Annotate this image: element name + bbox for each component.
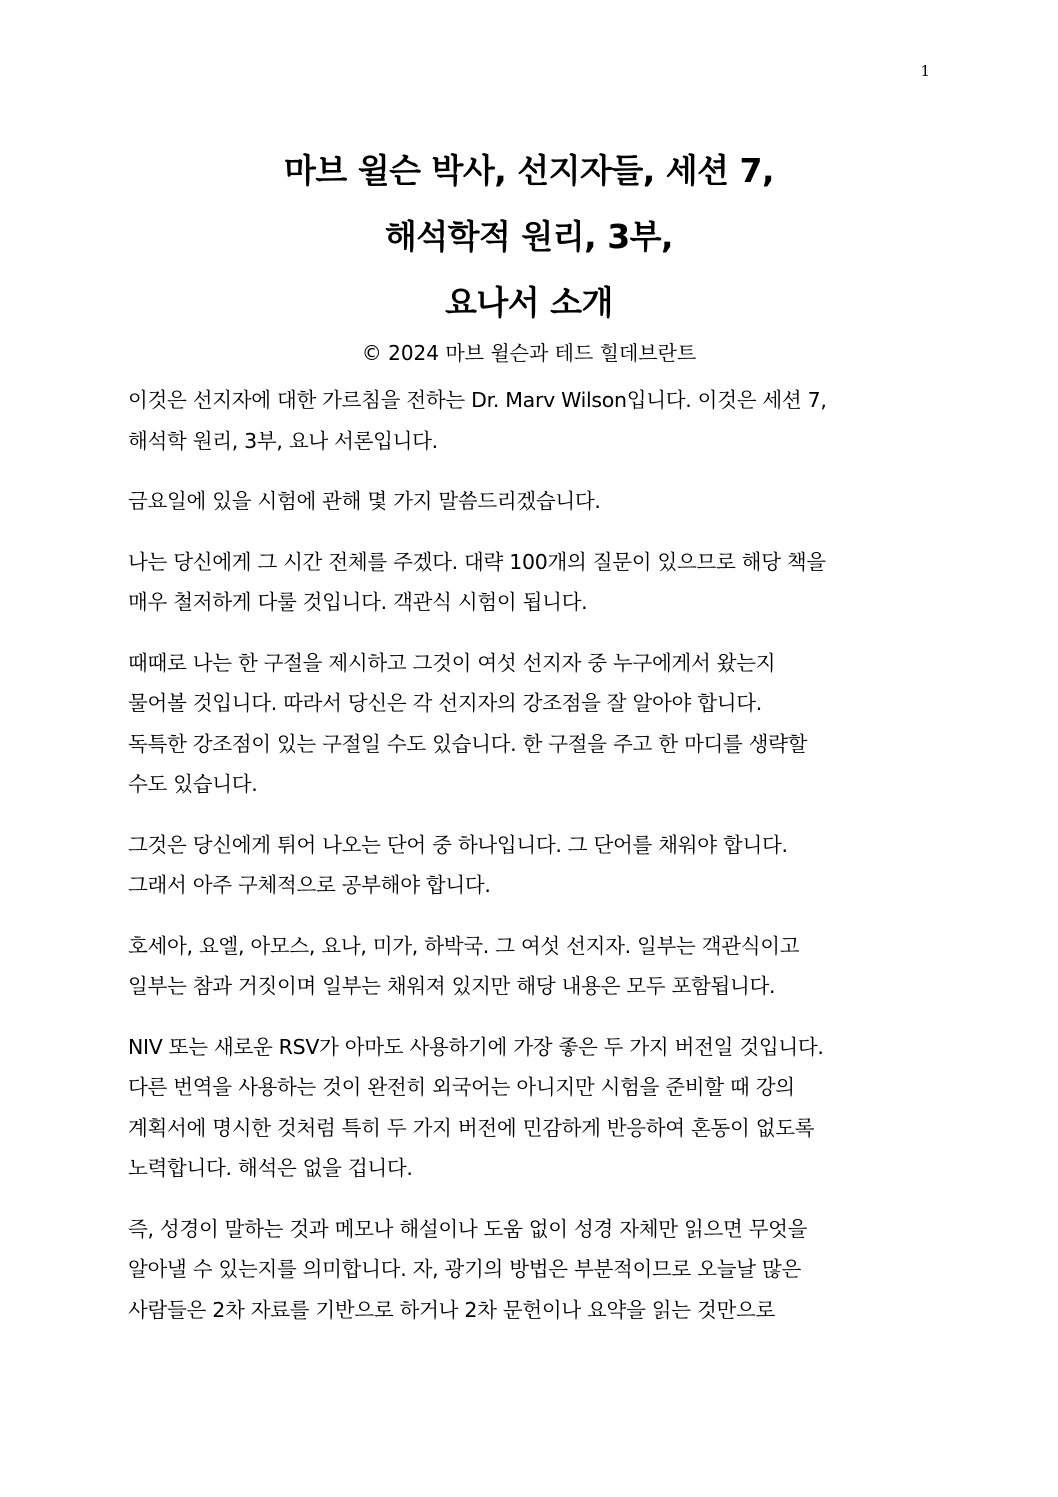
paragraph <box>128 1209 928 1331</box>
paragraph-line: 이것은 선지자에 대한 가르침을 전하는 Dr. Marv Wilson입니다. 이것은 세션 7, <box>128 388 827 412</box>
paragraph <box>128 825 928 906</box>
paragraph-line: 계획서에 명시한 것처럼 특히 두 가지 버전에 민감하게 반응하여 혼동이 없도록 <box>128 1115 815 1140</box>
paragraph <box>128 1027 928 1189</box>
paragraph-line: 일부는 참과 거짓이며 일부는 채워져 있지만 해당 내용은 모두 포함됩니다. <box>128 974 776 998</box>
paragraph-line: 때때로 나는 한 구절을 제시하고 그것이 여섯 선지자 중 누구에게서 왔는지 <box>128 650 776 675</box>
document-body <box>128 380 928 1350</box>
paragraph-line: 물어볼 것입니다. 따라서 당신은 각 선지자의 강조점을 잘 알아야 합니다. <box>128 691 762 715</box>
copyright-notice: © 2024 마브 윌슨과 테드 힐데브란트 <box>361 341 697 365</box>
paragraph-line: 다른 번역을 사용하는 것이 완전히 외국어는 아니지만 시험을 준비할 때 강의 <box>128 1075 795 1099</box>
paragraph <box>128 926 928 1007</box>
title-line-2: 해석학적 원리, 3부, <box>384 217 674 256</box>
paragraph-line: 그래서 아주 구체적으로 공부해야 합니다. <box>128 873 491 897</box>
paragraph-line: 나는 당신에게 그 시간 전체를 주겠다. 대략 100개의 질문이 있으므로 해당 책을 <box>128 549 826 574</box>
title-line-3: 요나서 소개 <box>445 283 613 322</box>
paragraph-line: 호세아, 요엘, 아모스, 요나, 미가, 하박국. 그 여섯 선지자. 일부는 객관식이고 <box>128 933 800 958</box>
paragraph-line: 금요일에 있을 시험에 관해 몇 가지 말씀드리겠습니다. <box>128 489 601 513</box>
document-title <box>0 138 1058 368</box>
paragraph-line: 그것은 당신에게 튀어 나오는 단어 중 하나입니다. 그 단어를 채워야 합니다. <box>128 832 788 857</box>
paragraph-line: 즉, 성경이 말하는 것과 메모나 해설이나 도움 없이 성경 자체만 읽으면 무엇을 <box>128 1216 808 1241</box>
paragraph <box>128 643 928 805</box>
paragraph-line: NIV 또는 새로운 RSV가 아마도 사용하기에 가장 좋은 두 가지 버전일 것입니다. <box>128 1034 824 1059</box>
paragraph-line: 독특한 강조점이 있는 구절일 수도 있습니다. 한 구절을 주고 한 마디를 생략할 <box>128 731 808 756</box>
paragraph <box>128 481 928 522</box>
paragraph-line: 노력합니다. 해석은 없을 겁니다. <box>128 1156 413 1180</box>
paragraph-line: 해석학 원리, 3부, 요나 서론입니다. <box>128 428 438 453</box>
page-number: 1 <box>920 62 930 80</box>
title-line-1: 마브 윌슨 박사, 선지자들, 세션 7, <box>283 151 775 190</box>
paragraph-line: 알아낼 수 있는지를 의미합니다. 자, 광기의 방법은 부분적이므로 오늘날 많은 <box>128 1257 801 1281</box>
paragraph <box>128 542 928 623</box>
paragraph-line: 매우 철저하게 다룰 것입니다. 객관식 시험이 됩니다. <box>128 590 588 614</box>
paragraph <box>128 380 928 461</box>
paragraph-line: 사람들은 2차 자료를 기반으로 하거나 2차 문헌이나 요약을 읽는 것만으로 <box>128 1297 776 1322</box>
paragraph-line: 수도 있습니다. <box>128 772 258 796</box>
